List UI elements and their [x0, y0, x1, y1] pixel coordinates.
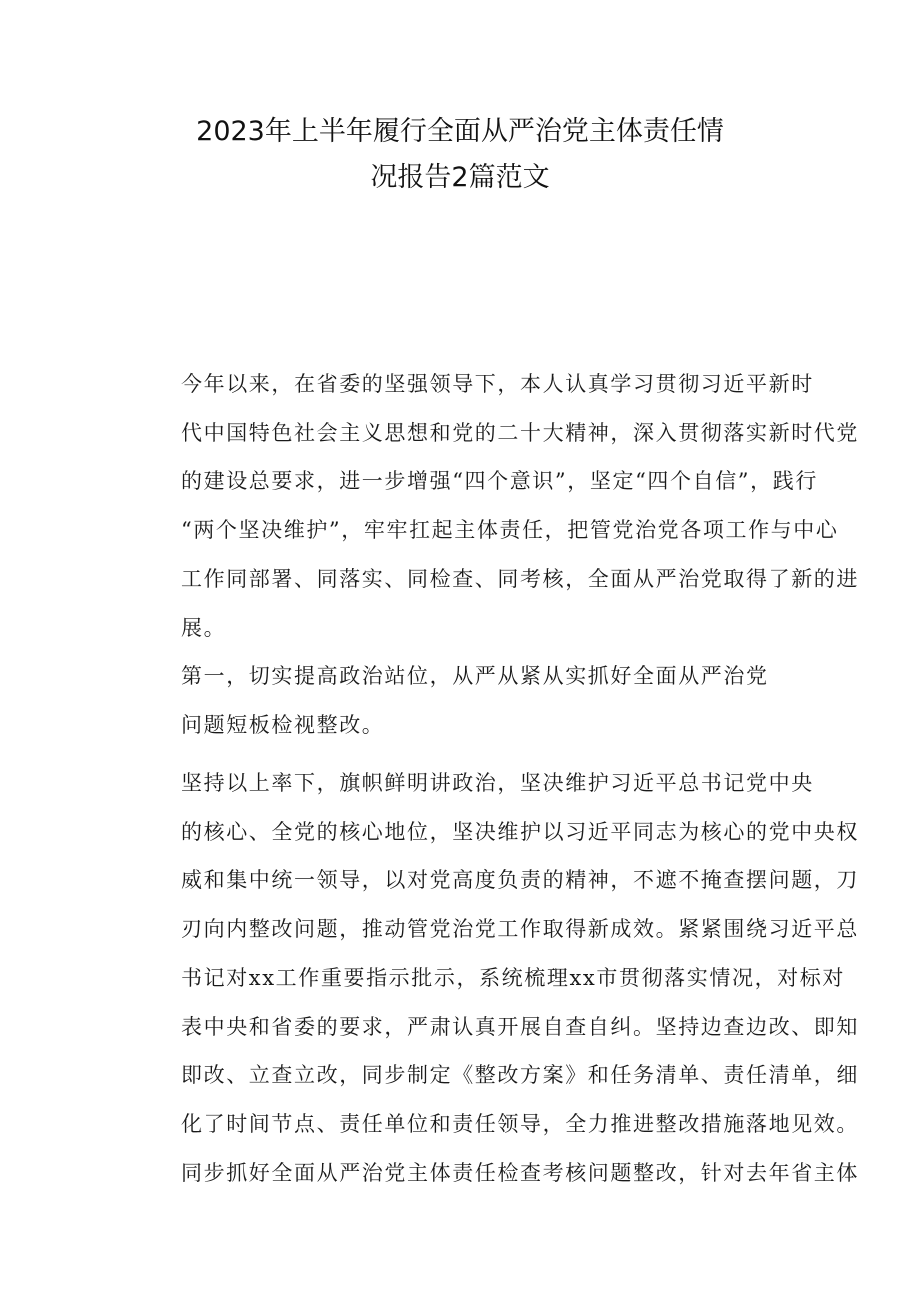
- text-line: 表中央和省委的要求，严肃认真开展自查自纠。坚持边查边改、即知: [181, 1014, 859, 1039]
- text-line: 刃向内整改问题，推动管党治党工作取得新成效。紧紧围绕习近平总: [181, 917, 859, 942]
- text-line: 坚持以上率下，旗帜鲜明讲政治，坚决维护习近平总书记党中央: [181, 771, 814, 795]
- text-line: 问题短板检视整改。: [181, 712, 385, 737]
- text-line: 的建设总要求，进一步增强“四个意识”，坚定“四个自信”，践行: [181, 469, 818, 494]
- paragraph-intro: [137, 360, 859, 652]
- text-line: 工作同部署、同落实、同检查、同考核，全面从严治党取得了新的进: [181, 566, 859, 591]
- text-line: 第一，切实提高政治站位，从严从紧从实抓好全面从严治党: [181, 664, 769, 688]
- paragraph-body: [137, 759, 859, 1197]
- text-line: 代中国特色社会主义思想和党的二十大精神，深入贯彻落实新时代党: [181, 420, 859, 445]
- text-line: 化了时间节点、责任单位和责任领导，全力推进整改措施落地见效。: [181, 1111, 859, 1136]
- text-line: 展。: [181, 615, 227, 640]
- document-title-line-2: 况报告2篇范文: [370, 162, 550, 193]
- text-line: 即改、立查立改，同步制定《整改方案》和任务清单、责任清单，细: [181, 1063, 859, 1088]
- section-heading-first: [137, 652, 797, 749]
- text-line: 书记对xx工作重要指示批示，系统梳理xx市贯彻落实情况，对标对: [181, 965, 845, 990]
- text-line: 的核心、全党的核心地位，坚决维护以习近平同志为核心的党中央权: [181, 819, 859, 844]
- text-line: 今年以来，在省委的坚强领导下，本人认真学习贯彻习近平新时: [181, 372, 814, 396]
- text-line: “两个坚决维护”，牢牢扛起主体责任，把管党治党各项工作与中心: [181, 518, 839, 543]
- text-line: 同步抓好全面从严治党主体责任检查考核问题整改，针对去年省主体: [181, 1160, 859, 1185]
- document-title-line-1: 2023年上半年履行全面从严治党主体责任情: [196, 116, 724, 147]
- text-line: 威和集中统一领导，以对党高度负责的精神，不遮不掩查摆问题，刀: [181, 868, 859, 893]
